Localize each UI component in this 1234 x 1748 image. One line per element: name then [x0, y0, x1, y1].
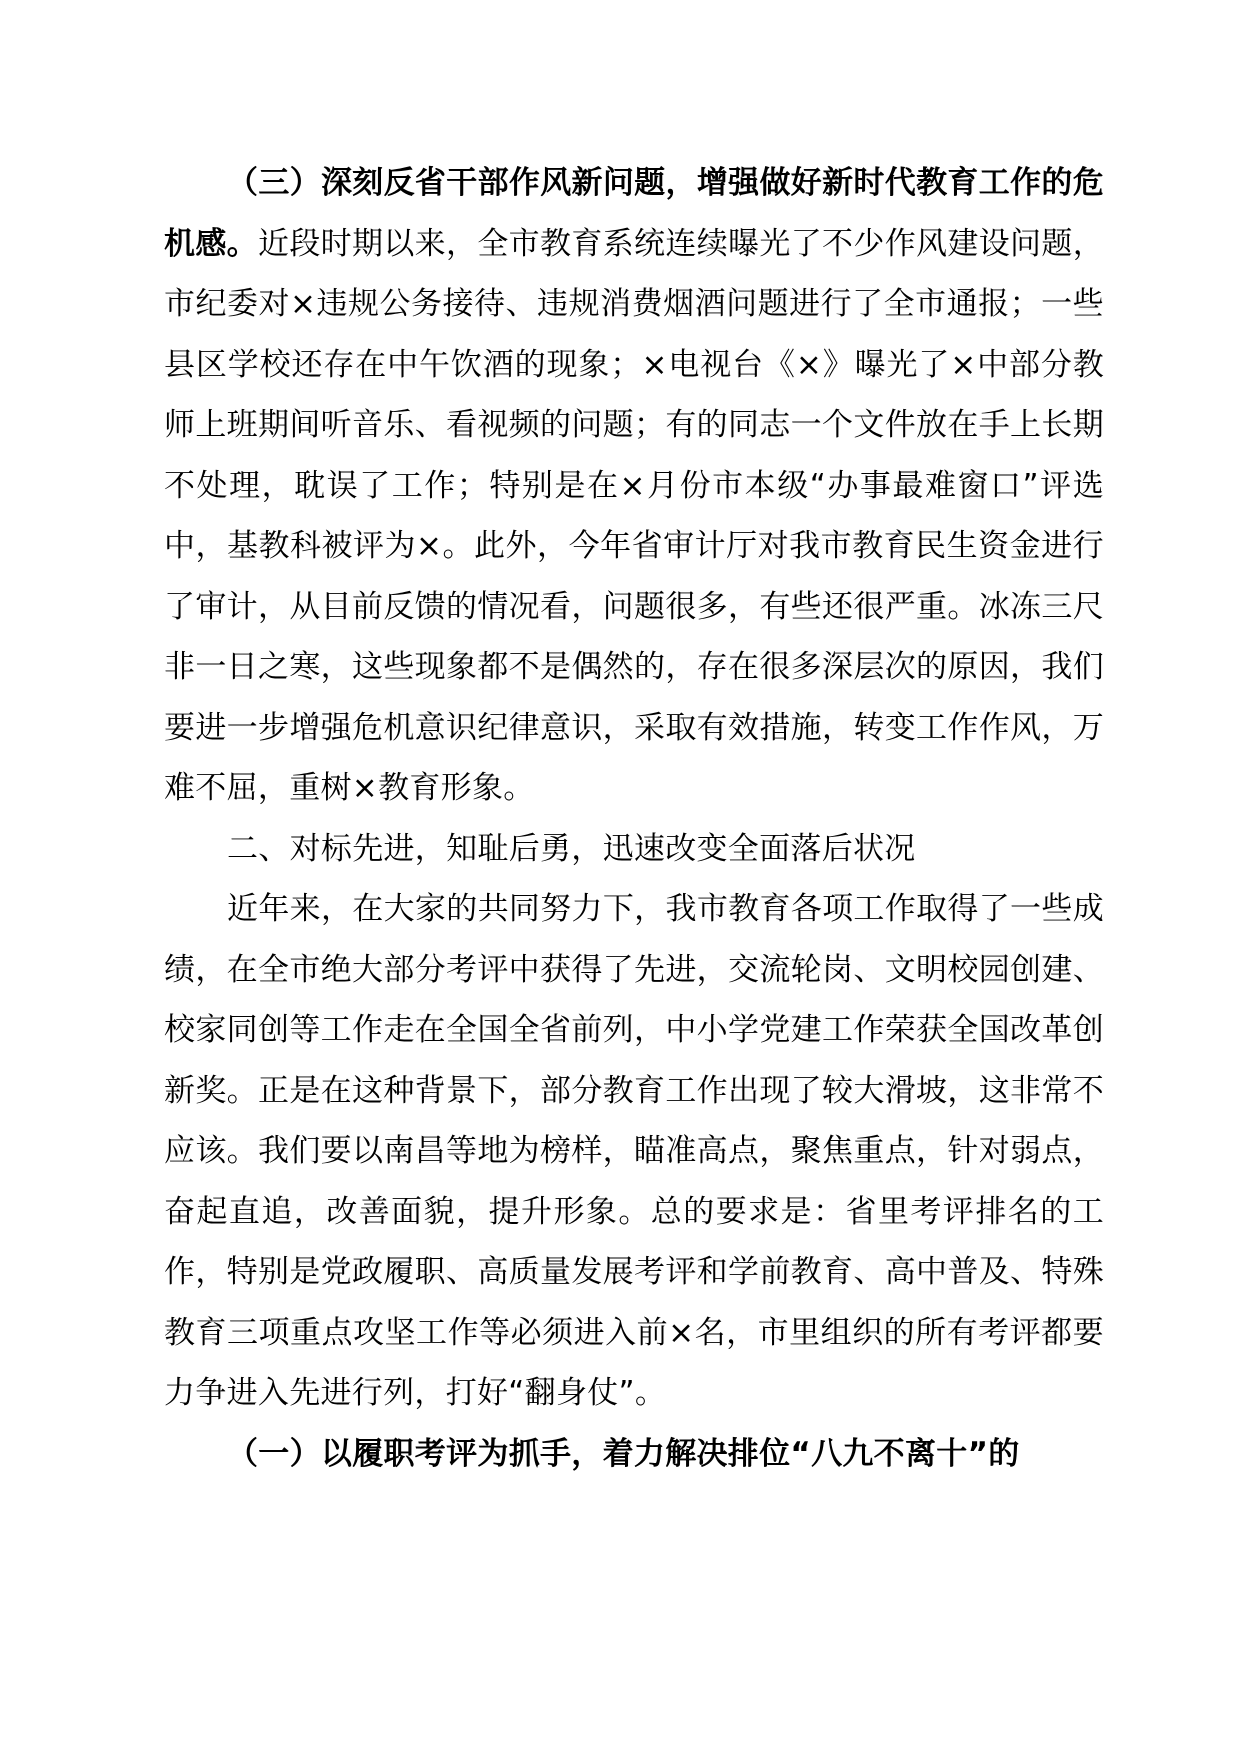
- paragraph-section-2-intro: [164, 879, 1104, 1424]
- document-body: [164, 153, 1104, 1484]
- paragraph-text: 近段时期以来，全市教育系统连续曝光了不少作风建设问题，市纪委对×违规公务接待、违规消费烟酒问题进行了全市通报；一些县区学校还存在中午饮酒的现象；×电视台《×》曝光了×中部分教师上班期间听音乐、看视频的问题；有的同志一个文件放在手上长期不处理，耽误了工作；特别是在×月份市本级“办事最难窗口”评选中，基教科被评为×。此外，今年省审计厅对我市教育民生资金进行了审计，从目前反馈的情况看，问题很多，有些还很严重。冰冻三尺非一日之寒，这些现象都不是偶然的，存在很多深层次的原因，我们要进一步增强危机意识纪律意识，采取有效措施，转变工作作风，万难不屈，重树×教育形象。: [164, 225, 1104, 806]
- section-heading-2: 二、对标先进，知耻后勇，迅速改变全面落后状况: [227, 830, 916, 867]
- paragraph-subsection-1: [164, 1424, 1104, 1485]
- subheading-section-3: （三）深刻反省干部作风新问题，增强做好新时代教育工作的危机感。: [164, 165, 1104, 262]
- paragraph-text: 近年来，在大家的共同努力下，我市教育各项工作取得了一些成绩，在全市绝大部分考评中获得了先进，交流轮岗、文明校园创建、校家同创等工作走在全国全省前列，中小学党建工作荣获全国改革创新奖。正是在这种背景下，部分教育工作出现了较大滑坡，这非常不应该。我们要以南昌等地为榜样，瞄准高点，聚焦重点，针对弱点，奋起直追，改善面貌，提升形象。总的要求是：省里考评排名的工作，特别是党政履职、高质量发展考评和学前教育、高中普及、特殊教育三项重点攻坚工作等必须进入前×名，市里组织的所有考评都要力争进入先进行列，打好“翻身仗”。: [164, 891, 1104, 1411]
- subheading-subsection-1: （一）以履职考评为抓手，着力解决排位“八九不离十”的: [227, 1435, 1020, 1472]
- paragraph-section-3: [164, 153, 1104, 819]
